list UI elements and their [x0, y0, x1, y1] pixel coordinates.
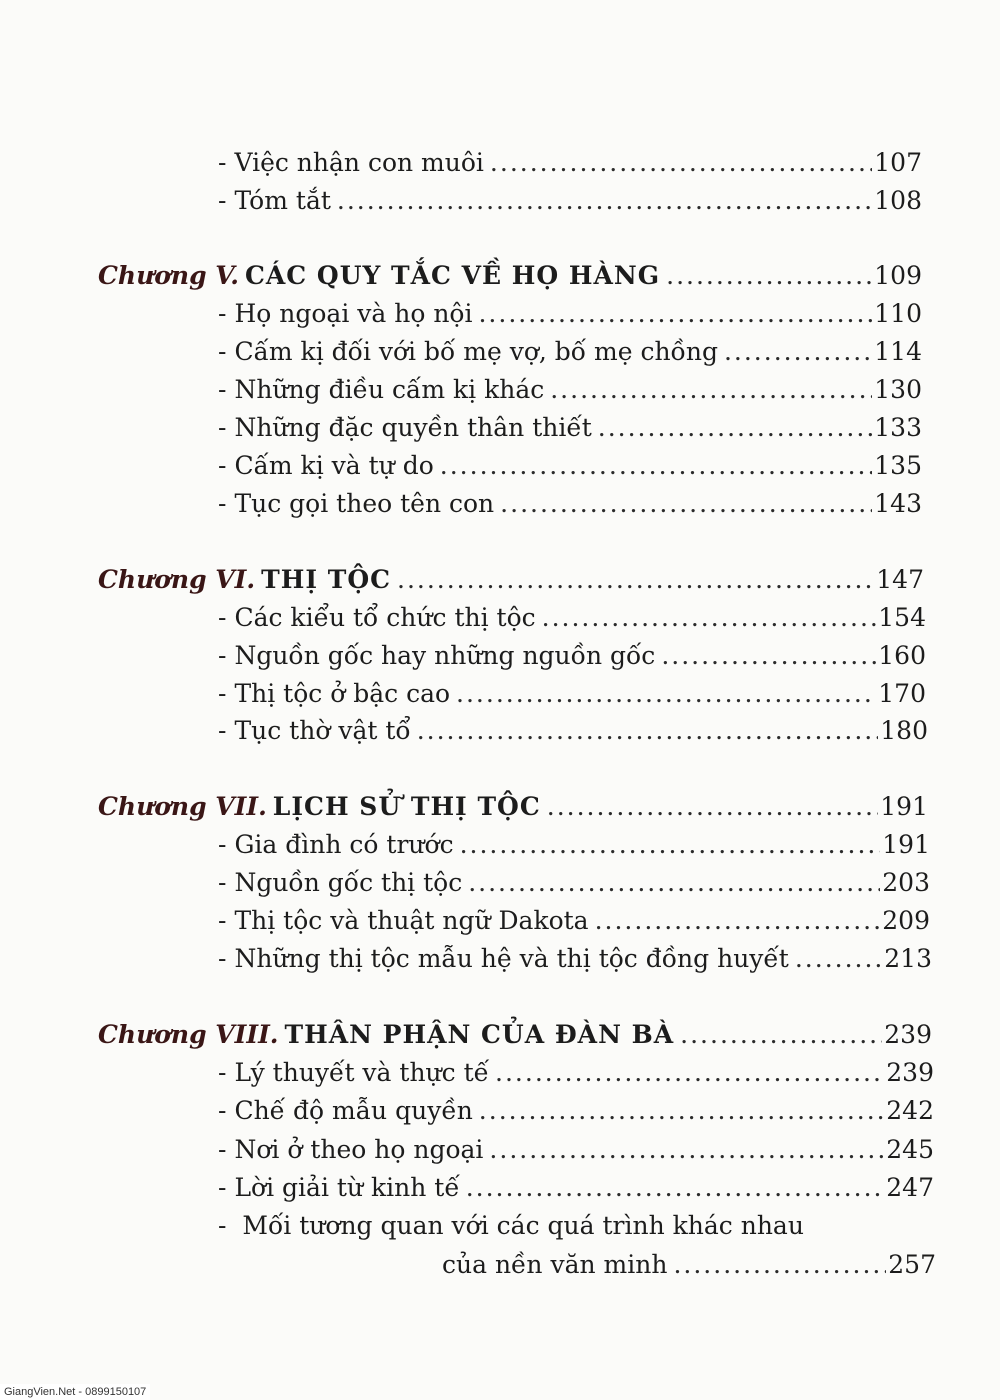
- dot-leader: [666, 259, 872, 293]
- chapter-label: Chương VIII.: [98, 1020, 279, 1049]
- toc-item: [218, 411, 922, 445]
- chapter-page-number: 191: [880, 792, 928, 821]
- dot-leader: [595, 904, 881, 938]
- dot-leader: [337, 184, 872, 218]
- item-title: Các kiểu tổ chức thị tộc: [234, 603, 536, 632]
- item-page-number: 245: [886, 1135, 934, 1164]
- chapter-heading: [98, 563, 924, 597]
- dot-leader: [724, 335, 872, 369]
- toc-item: [218, 677, 926, 711]
- item-page-number: 247: [886, 1173, 934, 1202]
- item-dash: -: [218, 1173, 227, 1202]
- item-dash: -: [218, 679, 227, 708]
- item-dash: -: [218, 868, 227, 897]
- item-page-number: 213: [884, 944, 932, 973]
- dot-leader: [489, 1133, 884, 1167]
- toc-item: [218, 714, 928, 748]
- item-dash: -: [218, 451, 227, 480]
- dot-leader: [460, 828, 881, 862]
- chapter-heading: [98, 1018, 932, 1052]
- chapter-heading: [98, 790, 928, 824]
- item-page-number: 133: [874, 413, 922, 442]
- item-title: Nơi ở theo họ ngoại: [234, 1135, 484, 1164]
- toc-item: [218, 1056, 934, 1090]
- item-dash: -: [218, 641, 227, 670]
- item-title: Tục thờ vật tổ: [234, 716, 411, 745]
- item-page-number: 135: [874, 451, 922, 480]
- toc-item: [218, 184, 922, 218]
- toc-item-multiline-second: [442, 1248, 936, 1282]
- item-dash: -: [218, 1211, 227, 1240]
- dot-leader: [673, 1248, 886, 1282]
- item-page-number: 110: [874, 299, 922, 328]
- item-page-number: 203: [882, 868, 930, 897]
- item-dash: -: [218, 186, 227, 215]
- dot-leader: [479, 1094, 884, 1128]
- chapter-name: LỊCH SỬ THỊ TỘC: [272, 792, 541, 821]
- item-title: Cấm kị và tự do: [234, 451, 434, 480]
- item-page-number: 257: [888, 1250, 936, 1279]
- item-dash: -: [218, 944, 227, 973]
- dot-leader: [795, 942, 882, 976]
- item-dash: -: [218, 1058, 227, 1087]
- item-title: Nguồn gốc thị tộc: [234, 868, 463, 897]
- item-title: Cấm kị đối với bố mẹ vợ, bố mẹ chồng: [234, 337, 718, 366]
- item-dash: -: [218, 1096, 227, 1125]
- item-page-number: 180: [880, 716, 928, 745]
- item-title: Chế độ mẫu quyền: [234, 1096, 473, 1125]
- item-page-number: 130: [874, 375, 922, 404]
- dot-leader: [468, 866, 880, 900]
- item-dash: -: [218, 906, 227, 935]
- chapter-page-number: 109: [874, 261, 922, 290]
- item-dash: -: [218, 337, 227, 366]
- item-dash: -: [218, 716, 227, 745]
- chapter-page-number: 147: [876, 565, 924, 594]
- dot-leader: [495, 1056, 884, 1090]
- chapter-page-number: 239: [884, 1020, 932, 1049]
- item-page-number: 108: [874, 186, 922, 215]
- watermark-footer: GiangVien.Net - 0899150107: [0, 1384, 150, 1400]
- item-dash: -: [218, 489, 227, 518]
- chapter-heading: [98, 259, 922, 293]
- toc-item: [218, 146, 922, 180]
- toc-item-multiline-first: [218, 1209, 804, 1243]
- item-dash: -: [218, 830, 227, 859]
- item-title: Tục gọi theo tên con: [234, 489, 495, 518]
- item-title-line1: Mối tương quan với các quá trình khác nhau: [242, 1211, 804, 1240]
- item-title-line2: của nền văn minh: [442, 1250, 668, 1279]
- item-page-number: 209: [882, 906, 930, 935]
- item-title: Tóm tắt: [234, 186, 331, 215]
- dot-leader: [680, 1018, 882, 1052]
- dot-leader: [466, 1171, 885, 1205]
- dot-leader: [542, 601, 877, 635]
- toc-item: [218, 297, 922, 331]
- dot-leader: [397, 563, 874, 597]
- toc-item: [218, 942, 932, 976]
- toc-item: [218, 487, 922, 521]
- item-title: Thị tộc và thuật ngữ Dakota: [234, 906, 589, 935]
- item-page-number: 242: [886, 1096, 934, 1125]
- item-page-number: 143: [874, 489, 922, 518]
- dot-leader: [547, 790, 879, 824]
- item-page-number: 160: [878, 641, 926, 670]
- dot-leader: [456, 677, 876, 711]
- item-page-number: 154: [878, 603, 926, 632]
- toc-item: [218, 1094, 934, 1128]
- chapter-name: CÁC QUY TẮC VỀ HỌ HÀNG: [245, 261, 661, 290]
- toc-item: [218, 373, 922, 407]
- item-title: Họ ngoại và họ nội: [234, 299, 473, 328]
- item-title: Lời giải từ kinh tế: [234, 1173, 460, 1202]
- dot-leader: [550, 373, 872, 407]
- toc-item: [218, 1133, 934, 1167]
- dot-leader: [440, 449, 873, 483]
- toc-item: [218, 601, 926, 635]
- item-title: Những đặc quyền thân thiết: [234, 413, 592, 442]
- toc-item: [218, 866, 930, 900]
- toc-item: [218, 639, 926, 673]
- toc-item: [218, 904, 930, 938]
- item-title: Thị tộc ở bậc cao: [234, 679, 451, 708]
- item-title: Gia đình có trước: [234, 830, 454, 859]
- dot-leader: [598, 411, 873, 445]
- chapter-name: THÂN PHẬN CỦA ĐÀN BÀ: [284, 1020, 675, 1049]
- item-dash: -: [218, 299, 227, 328]
- chapter-label: Chương VII.: [98, 792, 267, 821]
- toc-item: [218, 449, 922, 483]
- dot-leader: [500, 487, 872, 521]
- item-dash: -: [218, 603, 227, 632]
- dot-leader: [490, 146, 872, 180]
- item-page-number: 191: [882, 830, 930, 859]
- item-page-number: 170: [878, 679, 926, 708]
- item-title: Lý thuyết và thực tế: [234, 1058, 490, 1087]
- item-dash: -: [218, 375, 227, 404]
- item-title: Nguồn gốc hay những nguồn gốc: [234, 641, 656, 670]
- item-title: Việc nhận con muôi: [234, 148, 484, 177]
- item-dash: -: [218, 1135, 227, 1164]
- chapter-name: THỊ TỘC: [261, 565, 391, 594]
- item-page-number: 239: [886, 1058, 934, 1087]
- chapter-label: Chương VI.: [98, 565, 256, 594]
- item-title: Những điều cấm kị khác: [234, 375, 545, 404]
- dot-leader: [661, 639, 876, 673]
- dot-leader: [478, 297, 872, 331]
- toc-item: [218, 828, 930, 862]
- item-dash: -: [218, 148, 227, 177]
- item-title: Những thị tộc mẫu hệ và thị tộc đồng huyết: [234, 944, 789, 973]
- item-page-number: 114: [874, 337, 922, 366]
- toc-item: [218, 335, 922, 369]
- chapter-label: Chương V.: [98, 261, 240, 290]
- toc-item: [218, 1171, 934, 1205]
- item-dash: -: [218, 413, 227, 442]
- dot-leader: [417, 714, 879, 748]
- item-page-number: 107: [874, 148, 922, 177]
